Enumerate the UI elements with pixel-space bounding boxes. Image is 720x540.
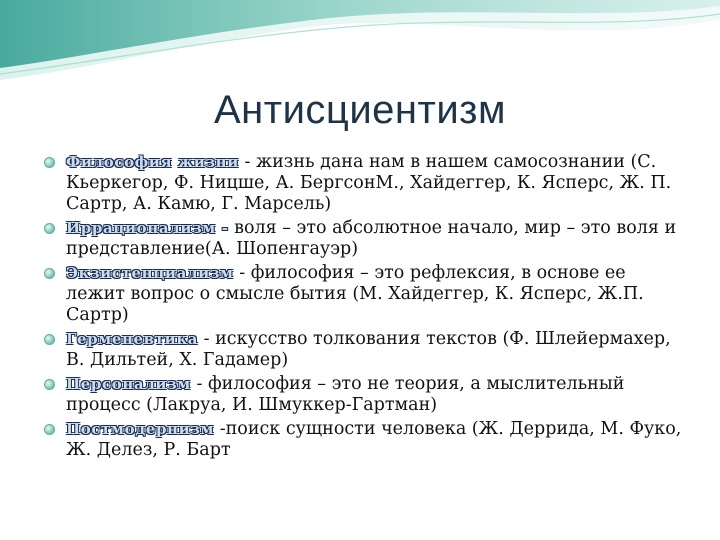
bullet-list (44, 152, 684, 464)
item-text: воля – это абсолютное начало, мир – это воля и представление(А. Шопенгауэр) (66, 218, 677, 259)
item-text: - философия – это рефлексия, в основе ее лежит вопрос о смысле бытия (М. Хайдеггер, К. Ясперс, Ж.П. Сартр) (66, 263, 644, 325)
list-item (44, 329, 684, 371)
list-item (44, 374, 684, 416)
bullet-dot-icon (44, 157, 55, 168)
term-label: Иррационализм - (66, 219, 229, 237)
list-item (44, 152, 684, 215)
term-label: Постмодернизм (66, 420, 215, 438)
item-text: -поиск сущности человека (Ж. Деррида, М. Фуко, Ж. Делез, Р. Барт (66, 419, 682, 460)
term-label: Герменевтика (66, 330, 199, 348)
list-item (44, 419, 684, 461)
term-label: Персонализм (66, 375, 191, 393)
bullet-dot-icon (44, 424, 55, 435)
header-wave-decoration (0, 0, 720, 90)
bullet-dot-icon (44, 268, 55, 279)
term-label: Экзистенциализм (66, 264, 234, 282)
item-text: - философия – это не теория, а мыслительный процесс (Лакруа, И. Шмуккер-Гартман) (66, 374, 625, 415)
slide-title: Антисциентизм (213, 88, 507, 132)
list-item (44, 218, 684, 260)
bullet-dot-icon (44, 379, 55, 390)
bullet-dot-icon (44, 334, 55, 345)
list-item (44, 263, 684, 326)
item-text: - жизнь дана нам в нашем самосознании (С. Кьеркегор, Ф. Ницше, А. БергсонМ., Хайдеггер, К. Ясперс, Ж. П. Сартр, А. Камю, Г. Марсель) (66, 152, 672, 214)
item-text: - искусство толкования текстов (Ф. Шлейермахер, В. Дильтей, Х. Гадамер) (66, 329, 671, 370)
term-label: Философия жизни (66, 153, 239, 171)
bullet-dot-icon (44, 223, 55, 234)
